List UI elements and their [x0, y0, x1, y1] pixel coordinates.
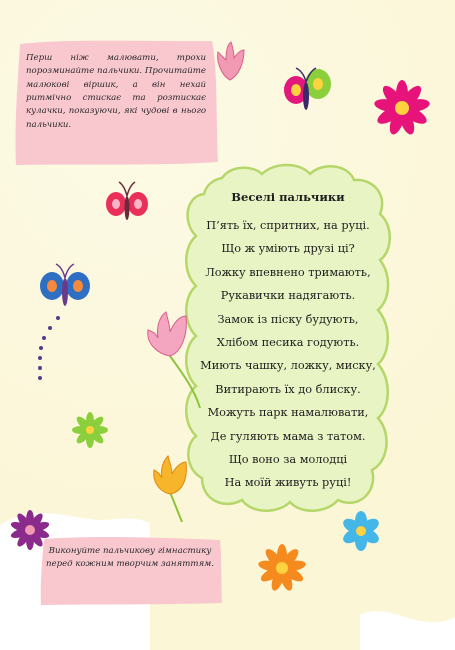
bottom-note-text: Виконуйте пальчикову гімнастику перед кожним творчим заняттям. — [45, 546, 215, 570]
purple-flower-icon — [8, 508, 52, 558]
poem-line: Що воно за молодці — [228, 452, 348, 466]
poem-line: Рукавички надягають. — [220, 289, 356, 303]
yellow-tulip-icon — [148, 452, 192, 522]
poem-line: Де гуляють мама з татом. — [210, 429, 366, 443]
blue-flower-icon — [338, 508, 384, 554]
poem-line: Замок із піску будують, — [217, 312, 359, 326]
pink-tulip-icon — [140, 308, 206, 410]
poem-line: Витирають їх до блиску. — [215, 382, 361, 396]
magenta-flower-icon — [370, 76, 434, 140]
butterfly-icon — [36, 262, 96, 384]
pink-tulip-icon — [212, 40, 248, 86]
poem-title: Веселі пальчики — [231, 190, 345, 204]
poem-line: Хлібом песика годують. — [216, 335, 360, 349]
poem-line: На моїй живуть руці! — [224, 476, 352, 490]
butterfly-icon — [104, 180, 150, 228]
top-note-text: Перш ніж малювати, трохи порозминайте пальчики. Прочитайте малюкові віршик, а він нехай ритмічно стискає та розтискає кулачки, показуючи, які чудові в нього пальчики. — [26, 53, 206, 130]
green-flower-icon — [72, 412, 108, 448]
poem-line: Миють чашку, ложку, миску, — [200, 359, 376, 373]
poem-line: Що ж уміють друзі ці? — [221, 242, 355, 256]
poem-line: Ложку впевнено тримають, — [205, 265, 371, 279]
poem-line: Можуть парк намалювати, — [207, 406, 369, 420]
orange-flower-icon — [254, 540, 310, 600]
poem — [196, 190, 380, 495]
poem-line: П’ять їх, спритних, на руці. — [206, 219, 370, 232]
butterfly-icon — [282, 64, 334, 124]
